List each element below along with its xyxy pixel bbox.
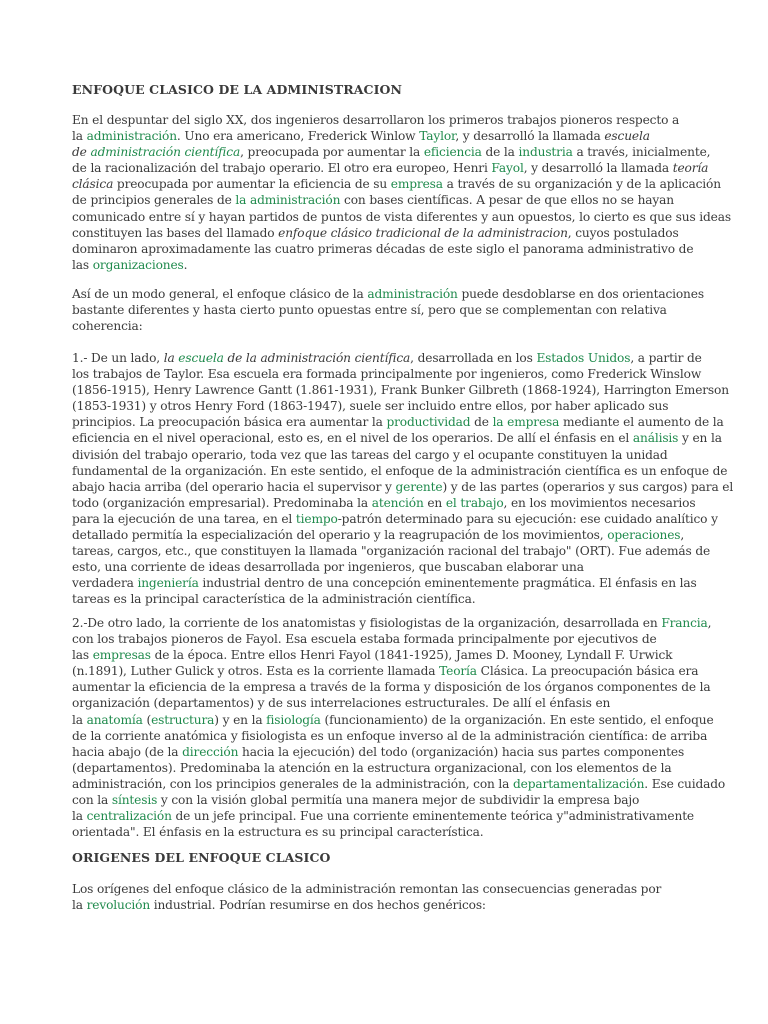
inline-link[interactable]: Fayol	[491, 161, 524, 176]
text-run: , preocupada por aumentar la	[240, 145, 424, 160]
paragraph-body	[72, 286, 704, 334]
text-line	[72, 712, 714, 728]
text-run: (n.1891), Luther Gulick y otros. Esta es la corriente llamada	[72, 664, 440, 679]
text-run: coherencia:	[72, 319, 143, 334]
text-line	[72, 160, 709, 176]
text-run: todo (organización empresarial). Predominaba la	[72, 495, 372, 510]
text-line	[72, 302, 692, 318]
text-line	[72, 575, 697, 591]
text-line	[72, 679, 711, 695]
text-run: de la racionalización del trabajo operario. El otro era europeo, Henri	[72, 161, 492, 176]
text-run: ) y en la	[214, 712, 267, 727]
text-run: (funcionamiento) de la organización. En este sentido, el enfoque	[320, 712, 714, 727]
paragraph-body	[72, 112, 731, 273]
inline-link[interactable]: anatomía	[86, 712, 143, 727]
text-run: 1.- De un lado,	[72, 351, 164, 365]
text-run: constituyen las bases del llamado	[72, 225, 279, 240]
inline-link[interactable]: revolución	[86, 898, 151, 913]
text-run: comunicado entre sí y hayan partidos de puntos de vista diferentes y aun opuestos, lo cierto es que sus ideas	[72, 209, 731, 224]
inline-link[interactable]: estructura	[151, 712, 215, 727]
heading-text: ENFOQUE CLASICO DE LA ADMINISTRACION	[72, 82, 403, 97]
text-run: (departamentos). Predominaba la atención en la estructura organizacional, con los elementos de la	[72, 760, 672, 775]
text-run: esto, una corriente de ideas desarrollada por ingenieros, que buscaban elaborar una	[72, 560, 584, 575]
text-run: la	[72, 898, 87, 913]
text-line	[72, 615, 712, 631]
text-run: y en la	[678, 431, 722, 446]
text-run: la	[72, 712, 87, 727]
text-line	[72, 286, 704, 302]
text-run: principios. La preocupación básica era aumentar la	[72, 415, 387, 430]
text-run: , a partir de	[630, 351, 702, 365]
text-run: la	[163, 351, 179, 365]
text-line	[72, 225, 692, 241]
text-line	[72, 257, 692, 273]
text-line	[72, 366, 702, 382]
text-run: aumentar la eficiencia de la empresa a través de la forma y disposición de los órganos componentes de la	[72, 680, 711, 695]
text-run: preocupada por aumentar la eficiencia de su	[113, 177, 391, 192]
text-line	[72, 631, 692, 647]
inline-link[interactable]: administración	[367, 287, 458, 301]
text-line	[72, 128, 692, 144]
text-run: industrial dentro de una concepción eminentemente pragmática. El énfasis en las	[198, 576, 697, 591]
inline-link[interactable]: análisis	[632, 431, 679, 446]
text-run: mediante el aumento de la	[559, 415, 724, 430]
text-line	[72, 824, 692, 840]
text-run: 2.-De otro lado, la corriente de los anatomistas y fisiologistas de la organización, desarrollada en	[72, 616, 662, 630]
inline-link[interactable]: tiempo	[295, 511, 338, 526]
inline-link[interactable]: empresa	[390, 177, 443, 192]
text-run: con la	[72, 793, 112, 808]
text-run: tareas es la principal característica de la administración científica.	[72, 592, 476, 607]
text-run: tareas, cargos, etc., que constituyen la llamada "organización racional del trabajo" (ORT). Fue además de	[72, 544, 711, 559]
text-line	[72, 760, 692, 776]
text-run: . Uno era americano, Frederick Winlow	[176, 129, 420, 144]
text-run: los trabajos de Taylor. Esa escuela era formada principalmente por ingenieros, como Frederick Winslow	[72, 367, 702, 382]
text-run: verdadera	[72, 576, 138, 591]
text-run: eficiencia en el nivel operacional, esto es, en el nivel de los operarios. De allí el énfasis en el	[72, 431, 633, 446]
text-line	[72, 414, 724, 430]
text-run: puede desdoblarse en dos orientaciones	[457, 287, 704, 301]
text-run: . Ese cuidado	[644, 776, 726, 791]
inline-link[interactable]: empresas	[92, 648, 151, 663]
text-line	[72, 728, 708, 744]
text-run: la	[72, 809, 87, 824]
inline-link[interactable]: Teoría	[439, 664, 477, 679]
inline-link[interactable]: fisiología	[266, 712, 321, 727]
text-run: y con la visión global permitía una manera mejor de subdividir la empresa bajo	[157, 793, 640, 808]
text-line	[72, 543, 711, 559]
inline-link[interactable]: eficiencia	[423, 145, 482, 160]
paragraph-intro	[72, 112, 731, 273]
text-line	[72, 241, 692, 257]
text-line	[72, 591, 692, 607]
text-run: la	[72, 129, 87, 144]
text-run: , y desarrolló la llamada	[455, 129, 605, 144]
text-run: hacia abajo (de la	[72, 744, 183, 759]
text-line	[72, 881, 692, 897]
text-run: , y desarrolló la llamada	[523, 161, 673, 176]
text-run: clásica	[72, 177, 114, 192]
paragraph-origins	[72, 881, 692, 913]
text-run: ,	[680, 528, 685, 543]
text-run: , en los movimientos necesarios	[503, 495, 696, 510]
inline-link[interactable]: el trabajo	[445, 495, 504, 510]
inline-link[interactable]: industria	[518, 145, 573, 160]
text-run: industrial. Podrían resumirse en dos hechos genéricos:	[150, 898, 486, 913]
text-line	[72, 527, 692, 543]
inline-link[interactable]: atención	[371, 495, 424, 510]
text-run: con los trabajos pioneros de Fayol. Esa escuela estaba formada principalmente por ejecutivos de	[72, 632, 657, 647]
text-run: administración, con los principios generales de la administración, con la	[72, 776, 514, 791]
text-line	[72, 430, 722, 446]
text-line	[72, 897, 692, 913]
text-line	[72, 192, 692, 208]
text-run: de principios generales de	[72, 193, 236, 208]
text-run: Clásica. La preocupación básica era	[476, 664, 699, 679]
inline-link[interactable]: Estados Unidos	[536, 351, 631, 365]
inline-link[interactable]: ingeniería	[137, 576, 199, 591]
text-run: fundamental de la organización. En este sentido, el enfoque de la administración científica es un enfoque de	[72, 463, 728, 478]
text-line	[72, 744, 692, 760]
text-line	[72, 695, 692, 711]
text-line	[72, 776, 726, 792]
text-run: , cuyos postulados	[567, 225, 679, 240]
text-run: de	[72, 145, 91, 160]
text-run: En el despuntar del siglo XX, dos ingenieros desarrollaron los primeros trabajos pioneros respecto a	[72, 113, 680, 127]
text-run: para la ejecución de una tarea, en el	[72, 511, 296, 526]
inline-link[interactable]: departamentalización	[513, 776, 645, 791]
text-run: (1853-1931) y otros Henry Ford (1863-1947), suele ser incluido entre ellos, por haber aplicado sus	[72, 399, 669, 414]
text-run: enfoque clásico tradicional de la administracion	[278, 225, 568, 240]
text-line	[72, 495, 696, 511]
text-run: orientada". El énfasis en la estructura es su principal característica.	[72, 825, 484, 840]
text-run: hacia la ejecución) del todo (organización) hacia sus partes componentes	[238, 744, 685, 759]
text-run: detallado permitía la especialización del operario y la reagrupación de los movimientos,	[72, 528, 608, 543]
inline-link[interactable]: Taylor	[419, 129, 456, 144]
text-line	[72, 447, 692, 463]
inline-link[interactable]: síntesis	[111, 793, 158, 808]
section-heading-origenes	[72, 850, 692, 865]
text-run: abajo hacia arriba (del operario hacia el supervisor y	[72, 479, 396, 494]
text-line	[72, 463, 728, 479]
text-run: bastante diferentes y hasta cierto punto opuestas entre sí, pero que se complementan con relativa	[72, 303, 667, 318]
text-line	[72, 144, 711, 160]
text-run: división del trabajo operario, toda vez que las tareas del cargo y el ocupante constituyen la unidad	[72, 447, 668, 462]
text-run: de la administración científica	[223, 351, 411, 365]
inline-link[interactable]: la empresa	[492, 415, 560, 430]
text-run: ) y de las partes (operarios y sus cargos) para el	[442, 479, 734, 494]
text-run: organización (departamentos) y de sus interrelaciones estructurales. De allí el énfasis en	[72, 696, 611, 711]
inline-link[interactable]: administración	[86, 129, 177, 144]
text-line	[72, 511, 718, 527]
paragraph-scientific-school	[72, 350, 734, 608]
text-run: Los orígenes del enfoque clásico de la administración remontan las consecuencias generadas por	[72, 882, 662, 896]
text-line	[72, 479, 734, 495]
text-line	[72, 112, 692, 128]
inline-link[interactable]: escuela	[178, 351, 224, 365]
text-run: de la época. Entre ellos Henri Fayol (1841-1925), James D. Mooney, Lyndall F. Urwick	[150, 648, 673, 663]
text-run: en	[423, 495, 446, 510]
paragraph-orientations	[72, 286, 704, 334]
paragraph-body	[72, 615, 726, 840]
text-line	[72, 318, 692, 334]
text-run: dominaron aproximadamente las cuatro primeras décadas de este siglo el panorama administrativo de	[72, 241, 694, 256]
heading-text: ORIGENES DEL ENFOQUE CLASICO	[72, 850, 331, 865]
text-run: con bases científicas. A pesar de que ellos no se hayan	[340, 193, 674, 208]
inline-link[interactable]: productividad	[386, 415, 471, 430]
text-line	[72, 559, 692, 575]
text-run: las	[72, 257, 93, 272]
inline-link[interactable]: administración científica	[90, 145, 241, 160]
text-run: (1856-1915), Henry Lawrence Gantt (1.861-1931), Frank Bunker Gilbreth (1868-1924), Harrington Emerson	[72, 383, 729, 398]
text-run: de la	[481, 145, 519, 160]
inline-link[interactable]: dirección	[182, 744, 239, 759]
text-run: Así de un modo general, el enfoque clásico de la	[72, 287, 368, 301]
text-run: a través, inicialmente,	[572, 145, 711, 160]
text-run: .	[183, 257, 188, 272]
paragraph-body	[72, 350, 734, 608]
inline-link[interactable]: centralización	[86, 809, 172, 824]
inline-link[interactable]: Francia	[661, 616, 708, 630]
text-run: , desarrollada en los	[410, 351, 537, 365]
section-heading-enfoque-clasico	[72, 82, 692, 97]
text-run: a través de su organización y de la aplicación	[442, 177, 721, 192]
text-run: teoría	[672, 161, 709, 176]
text-line	[72, 382, 729, 398]
paragraph-body	[72, 881, 692, 913]
text-line	[72, 647, 692, 663]
text-line	[72, 808, 692, 824]
text-line	[72, 209, 731, 225]
text-run: escuela	[604, 129, 650, 144]
text-line	[72, 176, 721, 192]
inline-link[interactable]: operaciones	[607, 528, 681, 543]
text-line	[72, 350, 702, 366]
inline-link[interactable]: la administración	[235, 193, 341, 208]
text-line	[72, 398, 692, 414]
text-run: de	[470, 415, 493, 430]
paragraph-classical-theory	[72, 615, 726, 840]
text-run: las	[72, 648, 93, 663]
text-line	[72, 663, 699, 679]
text-run: -patrón determinado para su ejecución: ese cuidado analítico y	[337, 511, 718, 526]
text-line	[72, 792, 692, 808]
inline-link[interactable]: gerente	[395, 479, 443, 494]
text-run: (	[142, 712, 152, 727]
text-run: de la corriente anatómica y fisiologista es un enfoque inverso al de la administración científica: de arriba	[72, 728, 708, 743]
inline-link[interactable]: organizaciones	[92, 257, 184, 272]
text-run: de un jefe principal. Fue una corriente eminentemente teórica y"administrativamente	[171, 809, 694, 824]
text-run: ,	[707, 616, 712, 630]
